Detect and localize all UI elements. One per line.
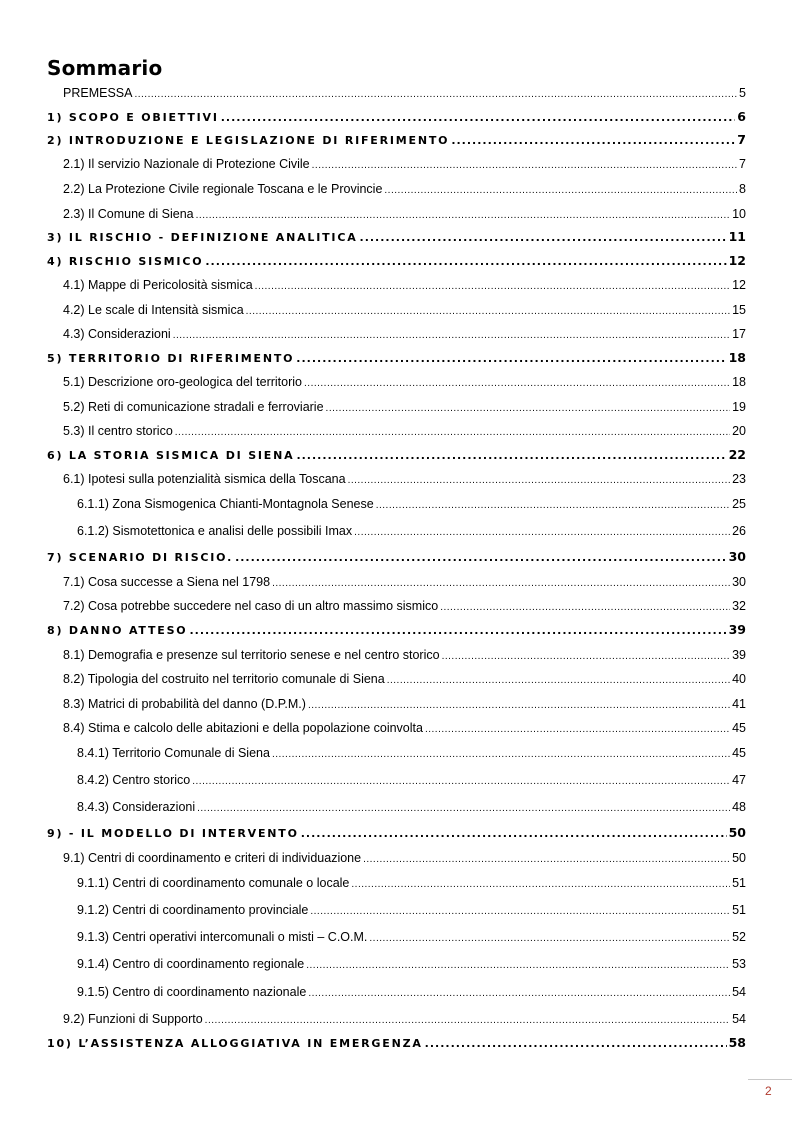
leader-dots [196,206,730,224]
leader-dots [304,374,730,392]
toc-entry-4-2[interactable]: 4.2) Le scale di Intensità sismica ..... 15 [63,302,746,320]
leader-dots [205,1011,730,1029]
leader-dots [255,277,730,295]
toc-entry-8-3[interactable]: 8.3) Matrici di probabilità del danno (D.P.M.) ..... 41 [63,696,746,714]
toc-entry-2[interactable]: 2) INTRODUZIONE E LEGISLAZIONE DI RIFERIMENTO ..... 7 [47,132,746,149]
toc-entry-6-1[interactable]: 6.1) Ipotesi sulla potenzialità sismica della Toscana ..... 23 [63,471,746,489]
leader-dots [326,399,731,417]
leader-dots [354,523,730,541]
toc-entry-3[interactable]: 3) IL RISCHIO - DEFINIZIONE ANALITICA ..... 11 [47,229,746,246]
toc-entry-2-3[interactable]: 2.3) Il Comune di Siena ..... 10 [63,206,746,224]
toc-entry-5-2[interactable]: 5.2) Reti di comunicazione stradali e ferroviarie ..... 19 [63,399,746,417]
leader-dots [205,254,726,270]
leader-dots [235,550,727,566]
toc-entry-2-1[interactable]: 2.1) Il servizio Nazionale di Protezione Civile ..... 7 [63,156,746,174]
leader-dots [306,956,730,974]
page-number: 2 [765,1084,772,1098]
toc-entry-8-4[interactable]: 8.4) Stima e calcolo delle abitazioni e della popolazione coinvolta ..... 45 [63,720,746,738]
toc-entry-4-3[interactable]: 4.3) Considerazioni ..... 17 [63,326,746,344]
toc-entry-8-4-3[interactable]: 8.4.3) Considerazioni ..... 48 [77,799,746,817]
toc-entry-9-1[interactable]: 9.1) Centri di coordinamento e criteri di individuazione ..... 50 [63,850,746,868]
leader-dots [296,448,726,464]
toc-entry-6-1-2[interactable]: 6.1.2) Sismotettonica e analisi delle possibili Imax ..... 26 [77,523,746,541]
toc-entry-9-1-3[interactable]: 9.1.3) Centri operativi intercomunali o misti – C.O.M. ..... 52 [77,929,746,947]
leader-dots [369,929,730,947]
toc-entry-8-4-2[interactable]: 8.4.2) Centro storico ..... 47 [77,772,746,790]
toc-entry-8-1[interactable]: 8.1) Demografia e presenze sul territorio senese e nel centro storico ..... 39 [63,647,746,665]
leader-dots [134,85,737,103]
toc-entry-9-1-1[interactable]: 9.1.1) Centri di coordinamento comunale o locale ..... 51 [77,875,746,893]
footer-divider [748,1079,792,1080]
toc-entry-9-1-5[interactable]: 9.1.5) Centro di coordinamento nazionale ..... 54 [77,984,746,1002]
leader-dots [175,423,730,441]
leader-dots [351,875,730,893]
leader-dots [296,351,726,367]
leader-dots [425,1036,727,1052]
leader-dots [425,720,730,738]
toc-entry-4[interactable]: 4) RISCHIO SISMICO ..... 12 [47,253,746,270]
toc-entry-5-1[interactable]: 5.1) Descrizione oro-geologica del territorio ..... 18 [63,374,746,392]
leader-dots [308,984,730,1002]
toc-entry-9-1-2[interactable]: 9.1.2) Centri di coordinamento provinciale ..... 51 [77,902,746,920]
leader-dots [360,230,727,246]
leader-dots [310,902,730,920]
leader-dots [189,623,726,639]
toc-entry-9-1-4[interactable]: 9.1.4) Centro di coordinamento regionale ..... 53 [77,956,746,974]
toc-entry-8-4-1[interactable]: 8.4.1) Territorio Comunale di Siena ..... 45 [77,745,746,763]
leader-dots [272,745,730,763]
leader-dots [197,799,730,817]
toc-entry-5[interactable]: 5) TERRITORIO DI RIFERIMENTO ..... 18 [47,350,746,367]
leader-dots [301,826,727,842]
leader-dots [221,110,736,126]
toc-entry-6[interactable]: 6) LA STORIA SISMICA DI SIENA ..... 22 [47,447,746,464]
leader-dots [440,598,730,616]
toc-entry-10[interactable]: 10) L’ASSISTENZA ALLOGGIATIVA IN EMERGENZA ..... 58 [47,1035,746,1052]
leader-dots [442,647,731,665]
toc-entry-9-2[interactable]: 9.2) Funzioni di Supporto ..... 54 [63,1011,746,1029]
leader-dots [192,772,730,790]
leader-dots [363,850,730,868]
toc-entry-7-2[interactable]: 7.2) Cosa potrebbe succedere nel caso di un altro massimo sismico ..... 32 [63,598,746,616]
toc-entry-9[interactable]: 9) - IL MODELLO DI INTERVENTO ..... 50 [47,825,746,842]
toc-entry-7-1[interactable]: 7.1) Cosa successe a Siena nel 1798 ..... 30 [63,574,746,592]
leader-dots [387,671,730,689]
toc-entry-1[interactable]: 1) SCOPO E OBIETTIVI ..... 6 [47,109,746,126]
toc-entry-7[interactable]: 7) SCENARIO DI RISCIO. ..... 30 [47,549,746,566]
toc-entry-premessa[interactable]: PREMESSA ..... 5 [63,85,746,103]
toc-entry-4-1[interactable]: 4.1) Mappe di Pericolosità sismica ..... 12 [63,277,746,295]
leader-dots [173,326,730,344]
toc-entry-2-2[interactable]: 2.2) La Protezione Civile regionale Toscana e le Provincie ..... 8 [63,181,746,199]
toc-entry-6-1-1[interactable]: 6.1.1) Zona Sismogenica Chianti-Montagnola Senese ..... 25 [77,496,746,514]
leader-dots [312,156,737,174]
toc-entry-8[interactable]: 8) DANNO ATTESO ..... 39 [47,622,746,639]
leader-dots [308,696,730,714]
leader-dots [384,181,737,199]
toc-entry-5-3[interactable]: 5.3) Il centro storico ..... 20 [63,423,746,441]
leader-dots [348,471,731,489]
leader-dots [272,574,730,592]
leader-dots [246,302,730,320]
leader-dots [451,133,735,149]
toc-entry-8-2[interactable]: 8.2) Tipologia del costruito nel territorio comunale di Siena ..... 40 [63,671,746,689]
leader-dots [376,496,730,514]
page-title: Sommario [47,56,163,80]
